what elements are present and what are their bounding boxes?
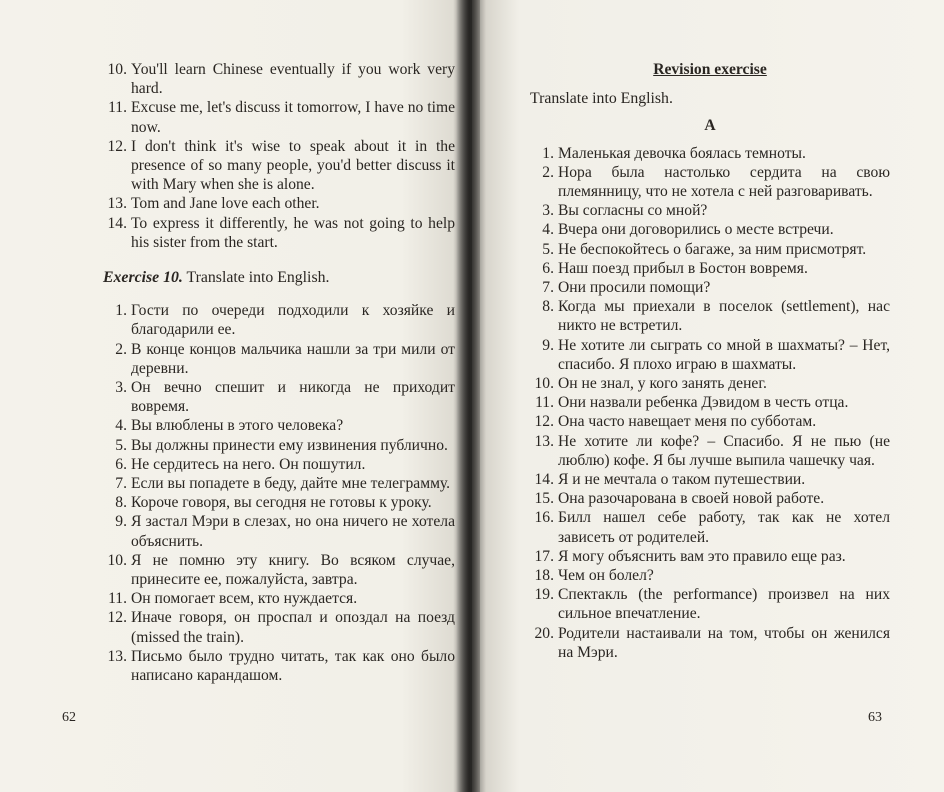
item-number: 19. <box>534 586 554 604</box>
item-text: Иначе говоря, он проспал и опоздал на поезд (missed the train). <box>131 609 455 646</box>
item-text: Родители настаивали на том, чтобы он женился на Мэри. <box>558 624 890 661</box>
item-number: 10. <box>107 61 127 78</box>
book-gutter <box>456 0 480 792</box>
list-item <box>530 566 890 585</box>
item-number: 3. <box>542 202 554 220</box>
revision-sentence-list <box>530 144 890 662</box>
item-text: Вы должны принести ему извинения публично. <box>131 436 448 454</box>
item-text: Не хотите ли кофе? – Спасибо. Я не пью (не люблю) кофе. Я бы лучше выпила чашечку чая. <box>558 432 890 469</box>
item-text: Он не знал, у кого занять денег. <box>558 375 767 393</box>
item-number: 15. <box>534 490 554 508</box>
revision-title: Revision exercise <box>653 61 767 78</box>
list-item <box>530 163 890 201</box>
list-item <box>530 336 890 374</box>
item-number: 13. <box>107 647 127 665</box>
item-text: Они назвали ребенка Дэвидом в честь отца. <box>558 394 849 412</box>
item-number: 20. <box>534 624 554 642</box>
list-item <box>103 194 455 213</box>
list-item <box>103 589 455 608</box>
item-text: Она часто навещает меня по субботам. <box>558 413 817 431</box>
list-item <box>103 214 455 252</box>
item-text: Не хотите ли сыграть со мной в шахматы? – Нет, спасибо. Я плохо играю в шахматы. <box>558 336 890 373</box>
item-text: You'll learn Chinese eventually if you work very hard. <box>131 61 455 98</box>
item-number: 12. <box>534 413 554 431</box>
item-number: 13. <box>107 195 127 213</box>
item-number: 5. <box>542 240 554 258</box>
item-number: 16. <box>534 509 554 527</box>
item-text: I don't think it's wise to speak about it in the presence of so many people, you'd better discuss it with Mary when she is alone. <box>131 137 455 194</box>
item-text: Я и не мечтала о таком путешествии. <box>558 471 806 489</box>
list-item <box>530 624 890 662</box>
item-number: 6. <box>542 259 554 277</box>
list-item <box>530 432 890 470</box>
english-sentence-list <box>103 60 455 252</box>
exercise-heading <box>103 268 455 287</box>
item-number: 11. <box>108 590 127 608</box>
list-item <box>530 374 890 393</box>
item-number: 17. <box>534 547 554 565</box>
item-number: 14. <box>107 214 127 232</box>
left-page-content <box>103 60 455 685</box>
list-item <box>530 585 890 623</box>
item-text: Спектакль (the performance) произвел на них сильное впечатление. <box>558 586 890 623</box>
item-text: Он помогает всем, кто нуждается. <box>131 590 358 608</box>
item-number: 1. <box>542 144 554 162</box>
item-number: 6. <box>115 455 127 473</box>
list-item <box>530 201 890 220</box>
item-text: Наш поезд прибыл в Бостон вовремя. <box>558 259 808 277</box>
item-text: Гости по очереди подходили к хозяйке и благодарили ее. <box>131 302 455 339</box>
item-number: 4. <box>542 221 554 239</box>
item-number: 9. <box>542 336 554 354</box>
list-item <box>103 474 455 493</box>
list-item <box>530 240 890 259</box>
item-text: Вчера они договорились о месте встречи. <box>558 221 834 239</box>
item-text: Не сердитесь на него. Он пошутил. <box>131 455 366 473</box>
exercise-instruction: Translate into English. <box>186 269 330 287</box>
list-item <box>530 278 890 297</box>
revision-instruction: Translate into English. <box>530 90 673 108</box>
list-item <box>103 436 455 455</box>
item-number: 7. <box>115 475 127 493</box>
item-number: 18. <box>534 567 554 585</box>
item-number: 13. <box>534 432 554 450</box>
item-text: Она разочарована в своей новой работе. <box>558 490 825 508</box>
item-number: 10. <box>534 375 554 393</box>
list-item <box>103 137 455 195</box>
item-text: Я застал Мэри в слезах, но она ничего не хотела объяснить. <box>131 513 455 550</box>
item-text: Они просили помощи? <box>558 279 711 297</box>
list-item <box>530 508 890 546</box>
item-text: To express it differently, he was not going to help his sister from the start. <box>131 214 455 251</box>
item-text: Я не помню эту книгу. Во всяком случае, принесите ее, пожалуйста, завтра. <box>131 551 455 589</box>
item-number: 12. <box>107 137 127 155</box>
list-item <box>103 455 455 474</box>
item-number: 1. <box>115 302 127 320</box>
list-item <box>103 378 455 416</box>
item-text: Нора была настолько сердита на свою племянницу, что не хотела с ней разговаривать. <box>558 163 890 201</box>
item-number: 2. <box>542 163 554 181</box>
item-number: 8. <box>115 494 127 512</box>
item-text: Tom and Jane love each other. <box>131 195 320 213</box>
item-text: Я могу объяснить вам это правило еще раз. <box>558 547 846 565</box>
list-item <box>530 470 890 489</box>
list-item <box>103 608 455 646</box>
list-item <box>103 416 455 435</box>
item-text: Когда мы приехали в поселок (settlement), нас никто не встретил. <box>558 298 890 335</box>
list-item <box>530 412 890 431</box>
item-text: Он вечно спешит и никогда не приходит вовремя. <box>131 379 455 416</box>
list-item <box>103 493 455 512</box>
item-number: 11. <box>108 99 127 117</box>
list-item <box>103 551 455 589</box>
item-number: 2. <box>115 340 127 358</box>
item-text: Короче говоря, вы сегодня не готовы к уроку. <box>131 494 432 512</box>
page-number-right: 63 <box>868 710 882 725</box>
item-number: 4. <box>115 417 127 435</box>
list-item <box>530 297 890 335</box>
item-number: 11. <box>535 394 554 412</box>
list-item <box>530 144 890 163</box>
list-item <box>103 301 455 339</box>
section-label: A <box>704 117 716 135</box>
item-number: 3. <box>115 379 127 397</box>
list-item <box>103 340 455 378</box>
list-item <box>530 259 890 278</box>
item-text: В конце концов мальчика нашли за три мили от деревни. <box>131 340 455 377</box>
item-number: 9. <box>115 513 127 531</box>
item-text: Excuse me, let's discuss it tomorrow, I have no time now. <box>131 99 455 136</box>
list-item <box>103 512 455 550</box>
item-text: Письмо было трудно читать, так как оно было написано карандашом. <box>131 647 455 685</box>
exercise-label: Exercise 10. <box>103 269 183 287</box>
item-text: Если вы попадете в беду, дайте мне телеграмму. <box>131 475 451 493</box>
item-text: Чем он болел? <box>558 567 654 585</box>
item-text: Маленькая девочка боялась темноты. <box>558 144 806 162</box>
item-number: 8. <box>542 298 554 316</box>
list-item <box>530 393 890 412</box>
item-number: 14. <box>534 471 554 489</box>
right-page-content <box>530 60 890 662</box>
item-text: Билл нашел себе работу, так как не хотел зависеть от родителей. <box>558 509 890 546</box>
list-item <box>530 220 890 239</box>
item-number: 5. <box>115 436 127 454</box>
page-number-left: 62 <box>62 710 76 725</box>
item-number: 10. <box>107 551 127 569</box>
item-text: Не беспокойтесь о багаже, за ним присмотрят. <box>558 240 867 258</box>
item-number: 7. <box>542 279 554 297</box>
list-item <box>103 98 455 136</box>
item-text: Вы согласны со мной? <box>558 202 708 220</box>
list-item <box>103 60 455 98</box>
list-item <box>530 489 890 508</box>
list-item <box>530 547 890 566</box>
item-number: 12. <box>107 609 127 627</box>
russian-sentence-list <box>103 301 455 685</box>
item-text: Вы влюблены в этого человека? <box>131 417 344 435</box>
list-item <box>103 647 455 685</box>
